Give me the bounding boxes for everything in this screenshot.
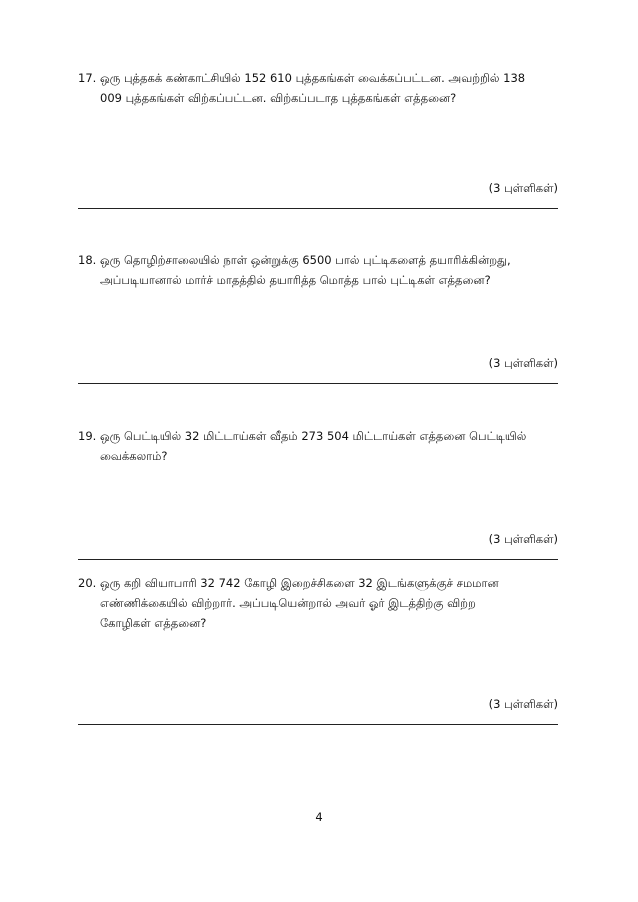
question-text-line: ஒரு பெட்டியில் 32 மிட்டாய்கள் வீதம் 273 504 மிட்டாய்கள் எத்தனை பெட்டியில் [100, 429, 527, 443]
question-number: 19. [78, 429, 97, 443]
answer-divider [78, 559, 558, 560]
question-19 [78, 426, 558, 466]
question-text-line: ஒரு கறி வியாபாரி 32 742 கோழி இறைச்சிகளை 32 இடங்களுக்குச் சமமான [100, 576, 499, 590]
question-text-line: கோழிகள் எத்தனை? [100, 616, 207, 630]
question-text-line: ஒரு தொழிற்சாலையில் நாள் ஒன்றுக்கு 6500 பால் புட்டிகளைத் தயாரிக்கின்றது, [100, 253, 511, 267]
question-text-line: எண்ணிக்கையில் விற்றார். அப்படியென்றால் அவர் ஓர் இடத்திற்கு விற்ற [100, 596, 476, 610]
question-text-line: 009 புத்தகங்கள் விற்கப்பட்டன. விற்கப்படாத புத்தகங்கள் எத்தனை? [100, 91, 457, 105]
question-18 [78, 250, 558, 290]
question-text-line: அப்படியானால் மார்ச் மாதத்தில் தயாரித்த மொத்த பால் புட்டிகள் எத்தனை? [100, 273, 491, 287]
marks-label: (3 புள்ளிகள்) [488, 532, 558, 546]
page-number: 4 [315, 810, 323, 824]
answer-divider [78, 383, 558, 384]
marks-label: (3 புள்ளிகள்) [488, 181, 558, 195]
question-number: 18. [78, 253, 97, 267]
question-text-line: வைக்கலாம்? [100, 449, 168, 463]
marks-label: (3 புள்ளிகள்) [488, 697, 558, 711]
marks-label: (3 புள்ளிகள்) [488, 356, 558, 370]
question-text-line: ஒரு புத்தகக் கண்காட்சியில் 152 610 புத்தகங்கள் வைக்கப்பட்டன. அவற்றில் 138 [100, 71, 526, 85]
question-20 [78, 573, 558, 633]
answer-divider [78, 208, 558, 209]
answer-divider [78, 724, 558, 725]
question-number: 20. [78, 576, 97, 590]
question-number: 17. [78, 71, 97, 85]
question-17 [78, 68, 558, 108]
